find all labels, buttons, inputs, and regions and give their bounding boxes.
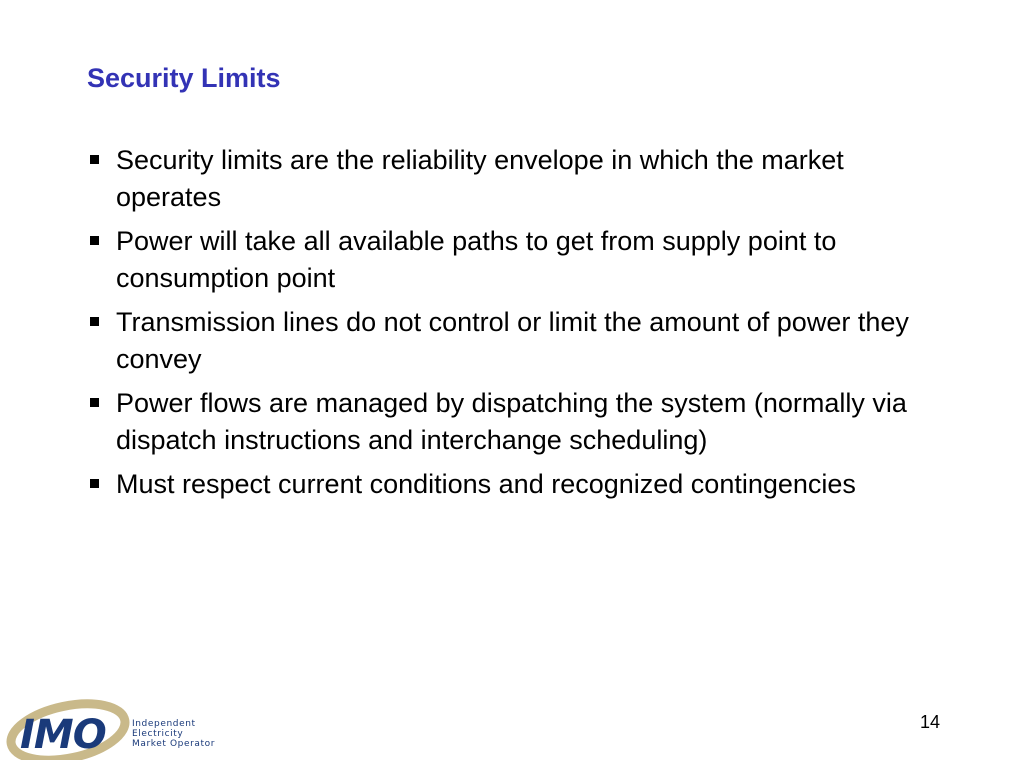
logo-caption-line: Market Operator	[132, 739, 216, 749]
bullet-text: Must respect current conditions and recognized contingencies	[116, 469, 856, 499]
bullet-item	[90, 142, 930, 216]
bullet-item	[90, 304, 930, 378]
square-bullet-icon	[90, 317, 99, 326]
square-bullet-icon	[90, 398, 99, 407]
bullet-text: Transmission lines do not control or limit the amount of power they convey	[116, 307, 909, 374]
logo-letters: IMO	[20, 712, 106, 758]
logo-caption	[132, 719, 215, 749]
square-bullet-icon	[90, 155, 99, 164]
imo-logo	[6, 698, 236, 760]
square-bullet-icon	[90, 479, 99, 488]
slide-title: Security Limits	[87, 63, 281, 93]
bullet-item	[90, 223, 930, 297]
page-number: 14	[919, 712, 940, 732]
bullet-list	[90, 142, 930, 510]
bullet-text: Power will take all available paths to get from supply point to consumption point	[116, 226, 837, 293]
logo-caption-line: Independent	[132, 719, 196, 729]
bullet-text: Power flows are managed by dispatching the system (normally via dispatch instructions and interchange scheduling)	[116, 388, 907, 455]
bullet-item	[90, 466, 930, 503]
bullet-text: Security limits are the reliability envelope in which the market operates	[116, 145, 844, 212]
logo-caption-line: Electricity	[132, 729, 184, 739]
square-bullet-icon	[90, 236, 99, 245]
bullet-item	[90, 385, 930, 459]
imo-logo-mark	[6, 698, 132, 760]
